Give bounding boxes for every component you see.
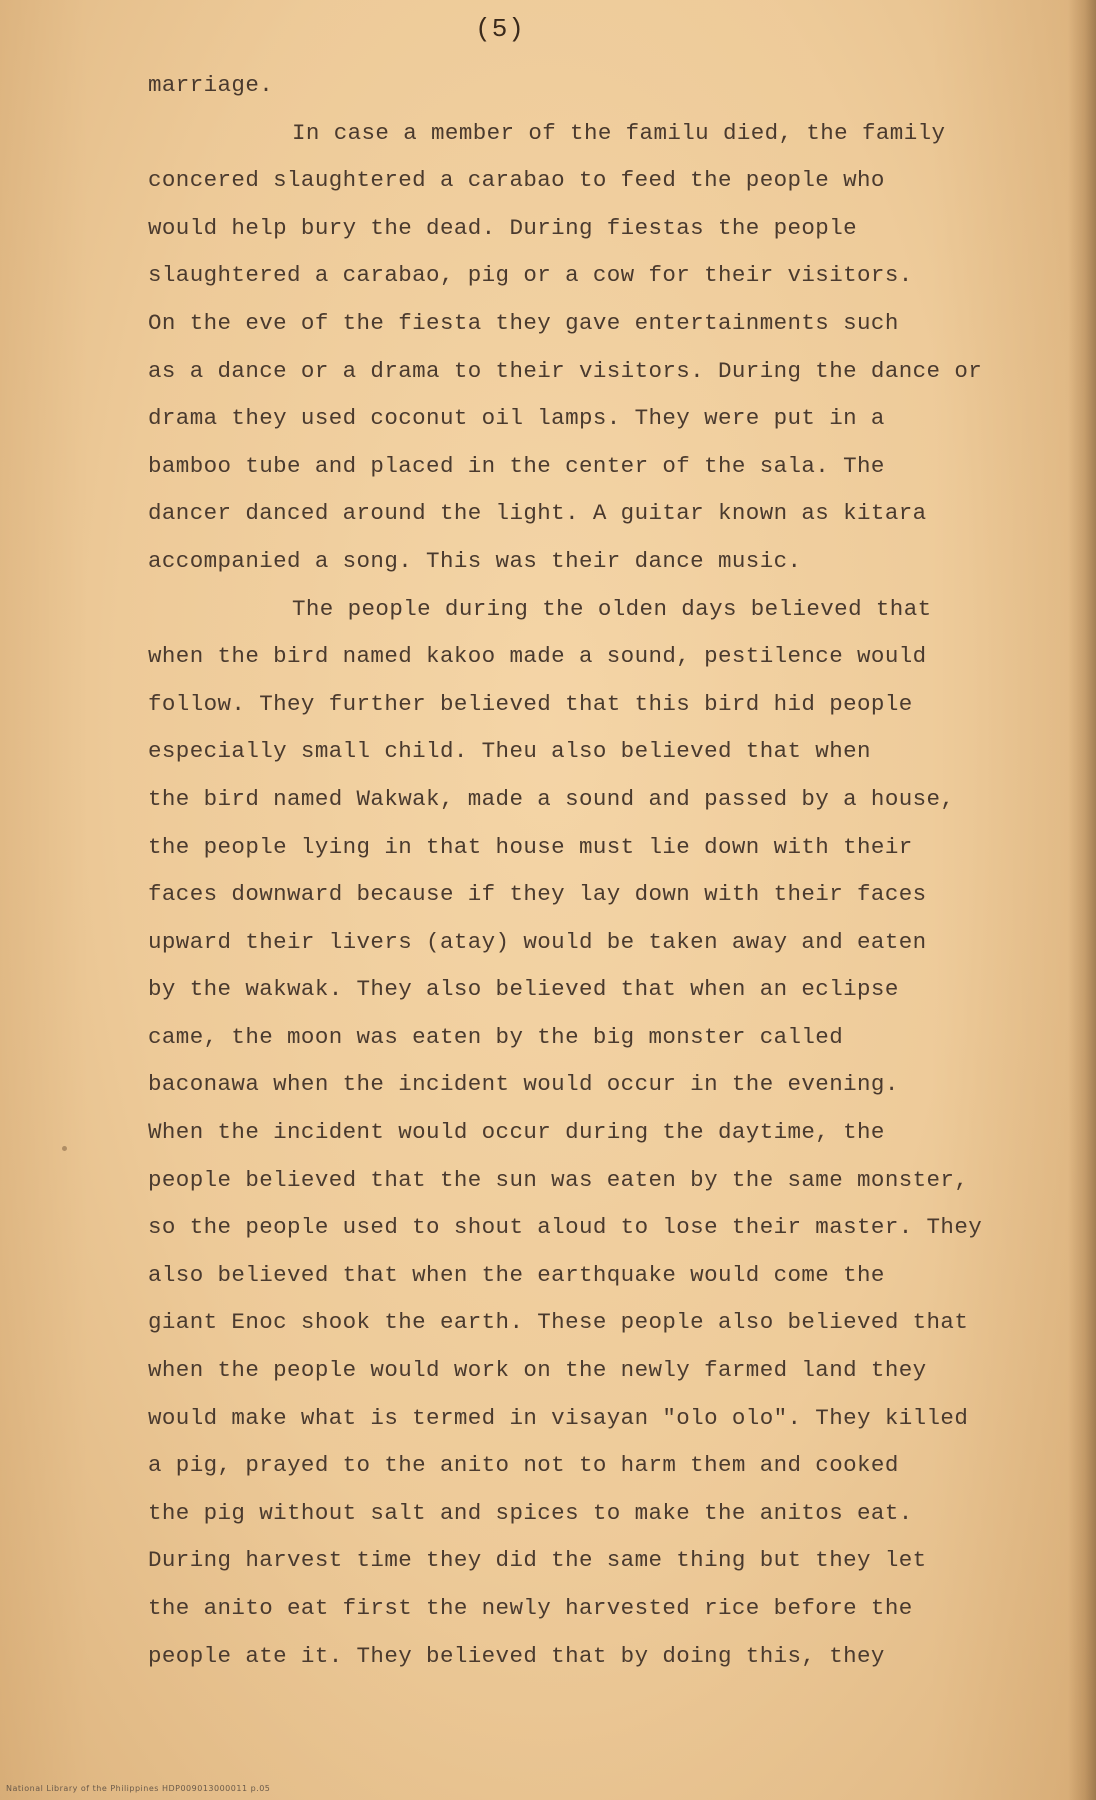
text-line: so the people used to shout aloud to lose their master. They — [148, 1214, 983, 1241]
text-line: when the people would work on the newly farmed land they — [148, 1357, 927, 1384]
page-edge — [1068, 0, 1096, 1800]
text-line: On the eve of the fiesta they gave entertainments such — [148, 309, 899, 336]
text-line: the anito eat first the newly harvested rice before the — [148, 1595, 913, 1621]
text-line: by the wakwak. They also believed that when an eclipse — [148, 976, 899, 1003]
text-line: a pig, prayed to the anito not to harm them and cooked — [148, 1452, 899, 1479]
text-line: would make what is termed in visayan "olo olo". They killed — [148, 1404, 969, 1431]
text-line: baconawa when the incident would occur in the evening. — [148, 1071, 899, 1098]
text-line: the pig without salt and spices to make the anitos eat. — [148, 1499, 913, 1526]
text-line: drama they used coconut oil lamps. They were put in a — [148, 405, 885, 432]
text-line: would help bury the dead. During fiestas the people — [148, 214, 858, 241]
text-line: During harvest time they did the same thing but they let — [148, 1547, 927, 1574]
text-line: people ate it. They believed that by doing this, they — [148, 1642, 885, 1669]
text-line: slaughtered a carabao, pig or a cow for their visitors. — [148, 262, 913, 289]
text-line: giant Enoc shook the earth. These people also believed that — [148, 1309, 969, 1336]
text-line: upward their livers (atay) would be taken away and eaten — [148, 928, 927, 955]
text-line: accompanied a song. This was their dance music. — [148, 547, 802, 574]
paper-speck — [62, 1146, 67, 1151]
text-line: The people during the olden days believed that — [292, 595, 932, 622]
text-line: when the bird named kakoo made a sound, pestilence would — [148, 643, 927, 670]
page-number: (5) — [475, 14, 525, 44]
typewritten-text — [148, 62, 1018, 1680]
text-line: also believed that when the earthquake would come the — [148, 1261, 885, 1288]
text-line: faces downward because if they lay down with their faces — [148, 881, 927, 908]
text-line: especially small child. Theu also believed that when — [148, 738, 871, 765]
text-line: the people lying in that house must lie down with their — [148, 833, 913, 860]
text-line: concered slaughtered a carabao to feed the people who — [148, 167, 885, 194]
text-line: dancer danced around the light. A guitar known as kitara — [148, 500, 927, 527]
text-line: as a dance or a drama to their visitors. During the dance or — [148, 357, 983, 384]
text-line: In case a member of the familu died, the family — [292, 119, 946, 146]
archive-footer: National Library of the Philippines HDP009013000011 p.05 — [6, 1784, 271, 1793]
text-line: people believed that the sun was eaten by the same monster, — [148, 1166, 969, 1193]
text-line: When the incident would occur during the daytime, the — [148, 1119, 885, 1146]
text-line: follow. They further believed that this bird hid people — [148, 690, 913, 717]
text-line: bamboo tube and placed in the center of the sala. The — [148, 452, 885, 479]
text-line: came, the moon was eaten by the big monster called — [148, 1023, 844, 1050]
text-line: marriage. — [148, 72, 274, 98]
text-line: the bird named Wakwak, made a sound and passed by a house, — [148, 785, 955, 812]
